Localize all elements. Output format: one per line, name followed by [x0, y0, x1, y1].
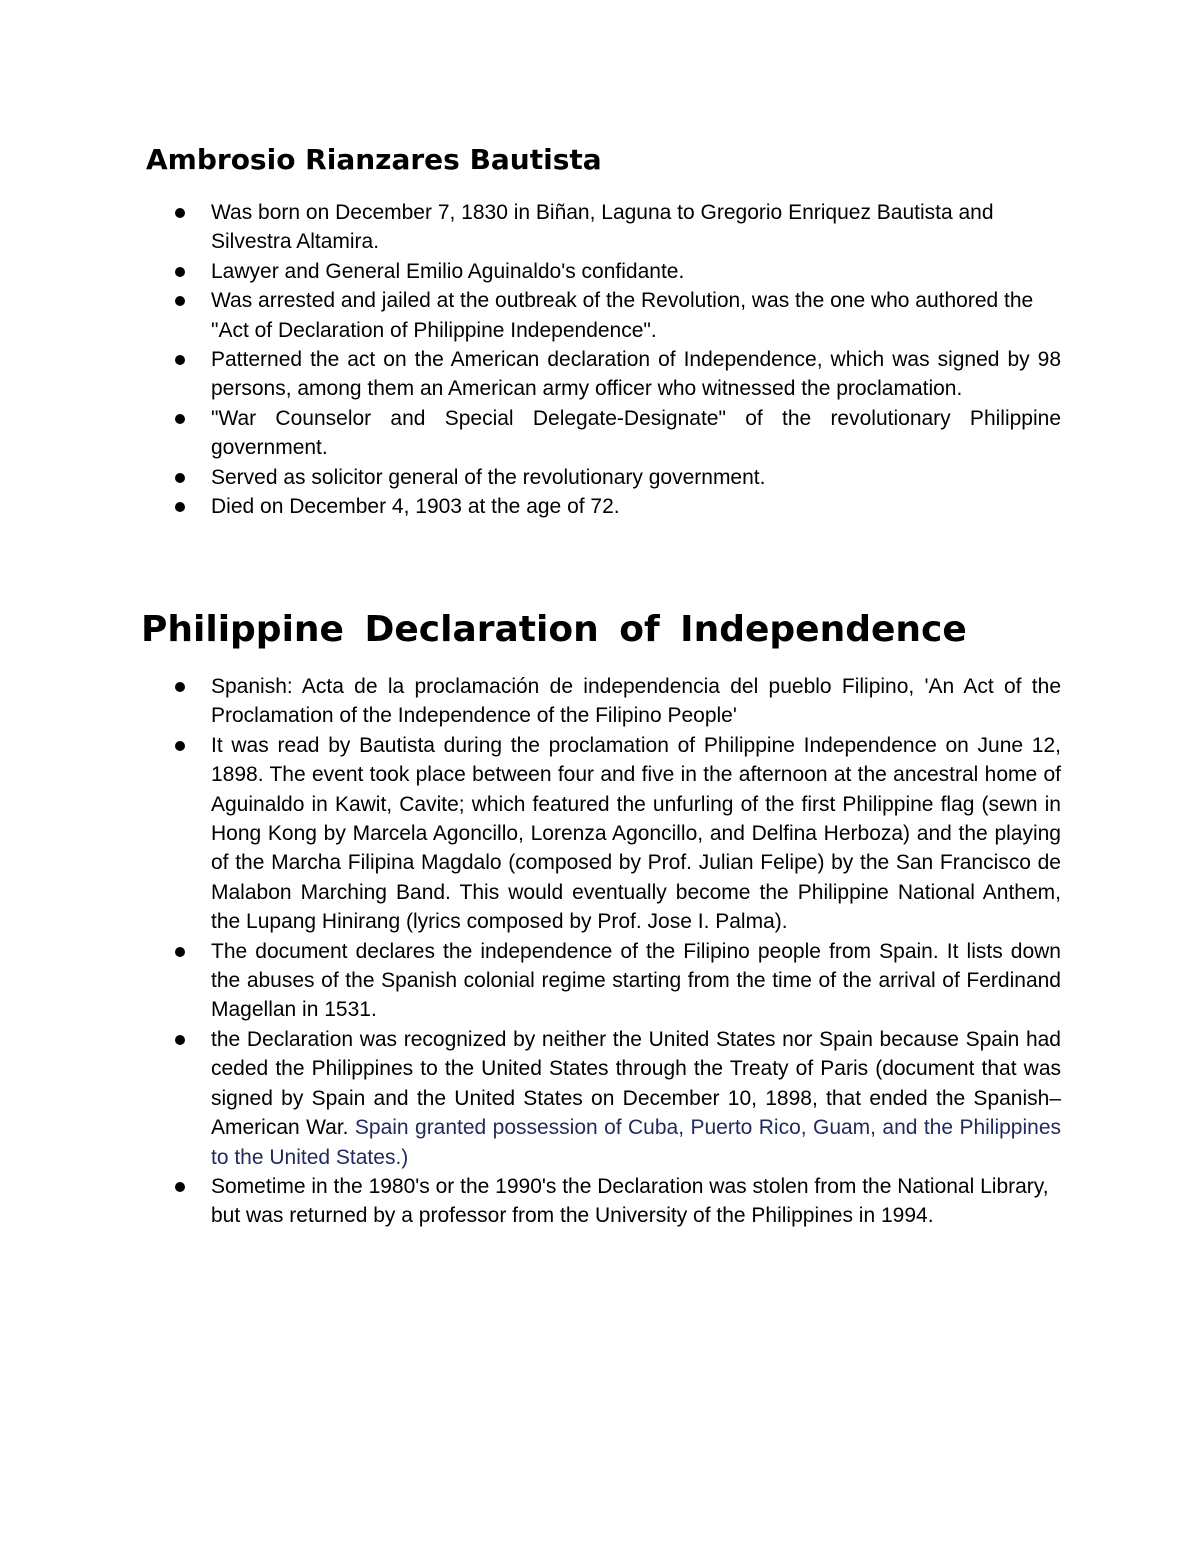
- list-item-text: the Declaration was recognized by neither the United States nor Spain because Spain had ceded the Philippines to the United States through the Treaty of Paris (document that was signed by Spain and the United States on December 10, 1898, that ended the Spanish–American War.: [211, 1027, 1061, 1140]
- bullet-icon: [175, 947, 185, 957]
- list-item-text: Spanish: Acta de la proclamación de independencia del pueblo Filipino, 'An Act of the Proclamation of the Independence of the Filipino People': [211, 675, 1061, 728]
- bullet-icon: [175, 208, 185, 218]
- bullet-icon: [175, 502, 185, 512]
- list-item-text: Sometime in the 1980's or the 1990's the Declaration was stolen from the National Library, but was returned by a professor from the University of the Philippines in 1994.: [211, 1174, 1049, 1228]
- list-item-text: Lawyer and General Emilio Aguinaldo's confidante.: [211, 259, 685, 283]
- bullet-icon: [175, 682, 185, 692]
- bullet-icon: [175, 414, 185, 424]
- list-item: [0, 492, 1061, 521]
- list-item: [0, 257, 1061, 286]
- heading-declaration: Philippine Declaration of Independence: [141, 609, 967, 650]
- section-bautista: [0, 140, 1200, 521]
- list-item-text: Was born on December 7, 1830 in Biñan, Laguna to Gregorio Enriquez Bautista and Silvestra Altamira.: [211, 201, 994, 254]
- list-item: [0, 404, 1061, 463]
- list-item-text: Served as solicitor general of the revolutionary government.: [211, 465, 766, 489]
- bullet-icon: [175, 355, 185, 365]
- list-item: [0, 672, 1061, 731]
- bullet-icon: [175, 1182, 185, 1192]
- bautista-bullet-list: [0, 198, 1200, 521]
- list-item-text: "War Counselor and Special Delegate-Designate" of the revolutionary Philippine government.: [211, 406, 1061, 460]
- list-item-text: Died on December 4, 1903 at the age of 72.: [211, 495, 620, 519]
- bullet-icon: [175, 473, 185, 483]
- list-item-highlighted-text: Spain granted possession of Cuba, Puerto Rico, Guam, and the Philippines to the United States.): [211, 1116, 1062, 1169]
- list-item: [0, 345, 1061, 404]
- bullet-icon: [175, 267, 185, 277]
- declaration-bullet-list: [0, 672, 1200, 1231]
- list-item-text: Was arrested and jailed at the outbreak of the Revolution, was the one who authored the "Act of Declaration of Philippine Independence".: [211, 289, 1034, 342]
- bullet-icon: [175, 1035, 185, 1045]
- list-item: [0, 937, 1061, 1025]
- list-item: [0, 1172, 1061, 1231]
- list-item-text: The document declares the independence of the Filipino people from Spain. It lists down the abuses of the Spanish colonial regime starting from the time of the arrival of Ferdinand Magellan in 1531.: [211, 939, 1061, 1022]
- list-item-text: It was read by Bautista during the proclamation of Philippine Independence on June 12, 1898. The event took place between four and five in the afternoon at the ancestral home of Aguinaldo in Kawit, Cavite; which featured the unfurling of the first Philippine flag (sewn in Hong Kong by Marcela Agoncillo, Lorenza Agoncillo, and Delfina Herboza) and the playing of the Marcha Filipina Magdalo (composed by Prof. Julian Felipe) by the San Francisco de Malabon Marching Band. This would eventually become the Philippine National Anthem, the Lupang Hinirang (lyrics composed by Prof. Jose I. Palma).: [211, 733, 1061, 934]
- list-item: [0, 463, 1061, 492]
- heading-bautista: Ambrosio Rianzares Bautista: [146, 143, 602, 176]
- list-item: [0, 198, 1061, 257]
- bullet-icon: [175, 296, 185, 306]
- list-item: [0, 731, 1061, 937]
- section-declaration: [0, 606, 1200, 1231]
- list-item: [0, 286, 1061, 345]
- list-item-text: Patterned the act on the American declaration of Independence, which was signed by 98 persons, among them an American army officer who witnessed the proclamation.: [211, 348, 1061, 401]
- bullet-icon: [175, 741, 185, 751]
- list-item: [0, 1025, 1061, 1172]
